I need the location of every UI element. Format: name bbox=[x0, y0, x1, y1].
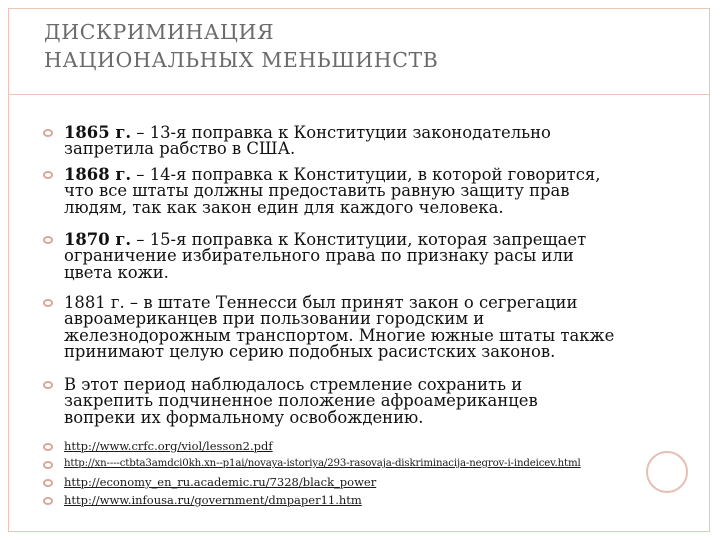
bullet-icon bbox=[42, 478, 54, 488]
slide-title bbox=[44, 18, 684, 74]
bullet-text: закрепить подчиненное положение афроамериканцев bbox=[64, 391, 538, 411]
source-link-istoriya[interactable]: http://xn----ctbta3amdci0kh.xn--p1ai/novaya-istoriya/293-rasovaja-diskriminacija-negrov-i-indeicev.html bbox=[64, 458, 581, 469]
bullet-text: что все штаты должны предоставить равную защиту прав bbox=[64, 181, 570, 201]
bullet-text: запретила рабство в США. bbox=[64, 139, 296, 159]
source-link-academic[interactable]: http://economy_en_ru.academic.ru/7328/black_power bbox=[64, 475, 377, 489]
bullet-icon bbox=[42, 460, 54, 470]
bullet-text: – 15-я поправка к Конституции, которая запрещает bbox=[131, 230, 587, 249]
source-link-infousa[interactable]: http://www.infousa.ru/government/dmpaper11.htm bbox=[64, 493, 362, 507]
bullet-text: – 14-я поправка к Конституции, в которой говорится, bbox=[131, 165, 601, 184]
bullet-text: цвета кожи. bbox=[64, 262, 169, 282]
bullet-icon bbox=[42, 442, 54, 452]
bullet-text: принимают целую серию подобных расистских законов. bbox=[64, 341, 556, 361]
bullet-1870 bbox=[64, 232, 664, 281]
bullet-icon bbox=[42, 128, 54, 138]
bullet-1881 bbox=[64, 295, 664, 360]
bullet-text: ограничение избирательного права по признаку расы или bbox=[64, 246, 574, 266]
bullet-text: авроамериканцев при пользовании городским и bbox=[64, 309, 485, 329]
bullet-icon bbox=[42, 235, 54, 245]
bullet-text: железнодорожным транспортом. Многие южные штаты также bbox=[64, 325, 615, 345]
bullet-icon bbox=[42, 496, 54, 506]
bullet-text: В этот период наблюдалось стремление сохранить и bbox=[64, 375, 523, 394]
bullet-text: 1881 г. – в штате Теннесси был принят закон о сегрегации bbox=[64, 293, 578, 312]
bullet-icon bbox=[42, 170, 54, 180]
title-line-2: НАЦИОНАЛЬНЫХ МЕНЬШИНСТВ bbox=[44, 48, 439, 72]
year-label: 1870 г. bbox=[64, 230, 132, 249]
bullet-text: людям, так как закон един для каждого человека. bbox=[64, 197, 504, 217]
bullet-period bbox=[64, 377, 664, 426]
year-label: 1865 г. bbox=[64, 123, 132, 142]
bullet-1868 bbox=[64, 167, 664, 216]
bullet-icon bbox=[42, 380, 54, 390]
year-label: 1868 г. bbox=[64, 165, 132, 184]
bullet-icon bbox=[42, 298, 54, 308]
title-divider bbox=[8, 94, 710, 95]
bullet-text: вопреки их формальному освобождению. bbox=[64, 407, 424, 427]
bullet-text: – 13-я поправка к Конституции законодательно bbox=[131, 123, 551, 142]
source-link-crfc[interactable]: http://www.crfc.org/viol/lesson2.pdf bbox=[64, 439, 273, 453]
title-line-1: ДИСКРИМИНАЦИЯ bbox=[44, 20, 275, 44]
decorative-circle bbox=[646, 451, 688, 493]
bullet-1865 bbox=[64, 125, 664, 158]
